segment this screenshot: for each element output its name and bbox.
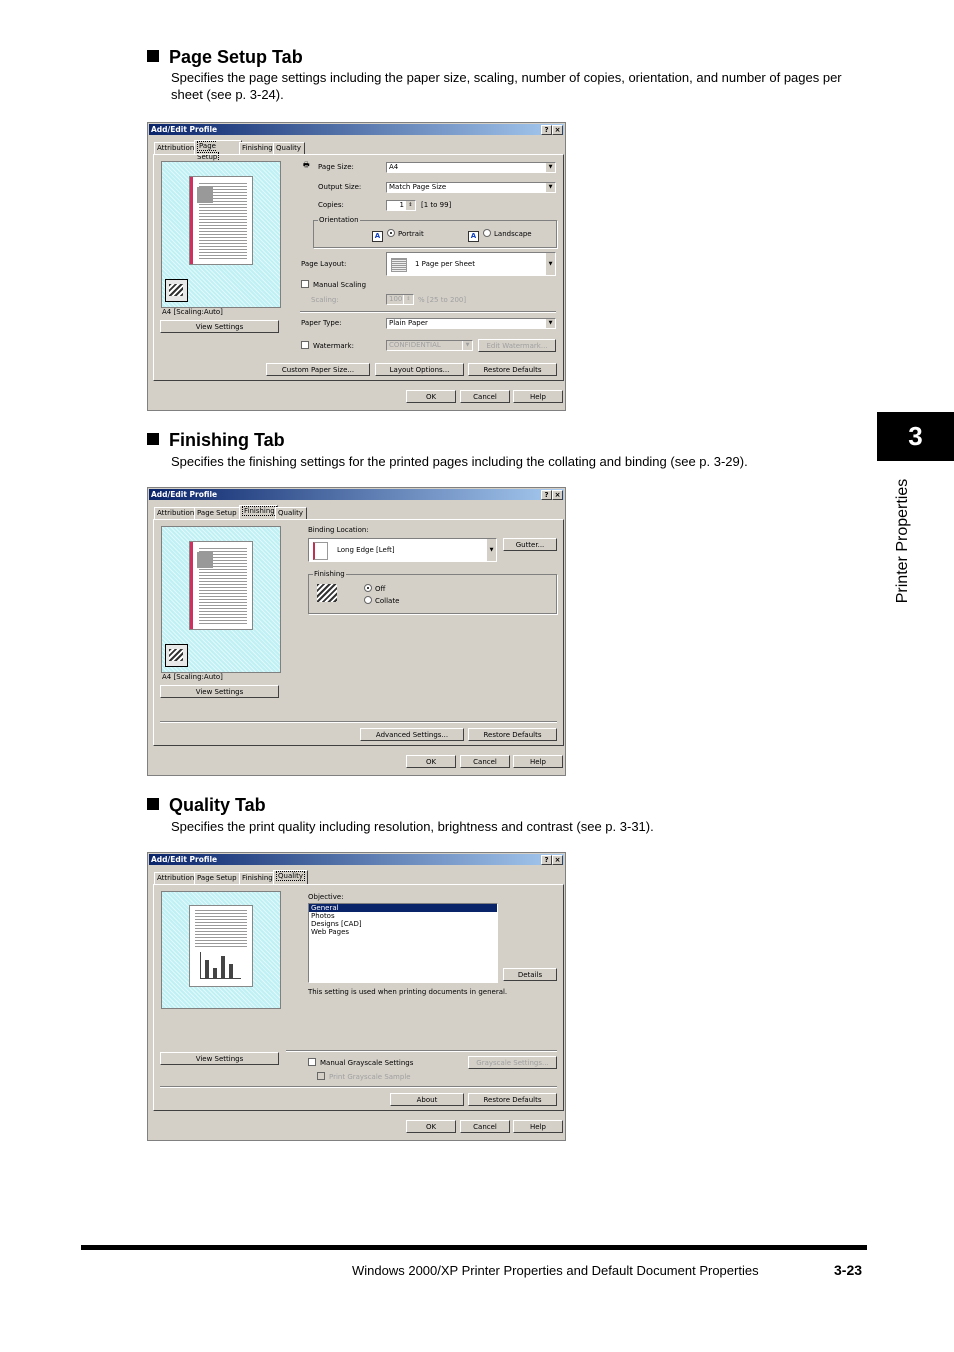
bullet-square-icon (147, 798, 159, 810)
chapter-title-vertical (868, 480, 938, 620)
page-layout-value: 1 Page per Sheet (415, 260, 475, 268)
chevron-down-icon: ▼ (545, 253, 555, 275)
separator (300, 311, 556, 313)
tab-panel (153, 519, 564, 746)
ok-button[interactable]: OK (406, 390, 456, 403)
finishing-label: Finishing (314, 570, 345, 578)
dialog-titlebar (149, 854, 564, 865)
help-button[interactable]: Help (513, 390, 563, 403)
chevron-down-icon: ▼ (545, 163, 555, 172)
section-heading-page-setup (147, 47, 303, 68)
separator (160, 1086, 557, 1088)
print-grayscale-sample-checkbox[interactable] (317, 1072, 325, 1080)
about-button[interactable]: About (390, 1093, 464, 1106)
chevron-down-icon: ▼ (486, 539, 496, 561)
bullet-square-icon (147, 433, 159, 445)
page-size-value: A4 (389, 163, 399, 171)
tab-attribution[interactable]: Attribution (154, 142, 197, 154)
tab-attribution[interactable]: Attribution (154, 872, 197, 884)
manual-scaling-option[interactable] (301, 280, 366, 289)
dialog-titlebar (149, 124, 564, 135)
orientation-group (313, 216, 557, 248)
manual-scaling-checkbox[interactable] (301, 280, 309, 288)
tab-quality[interactable]: Quality (273, 142, 305, 154)
restore-defaults-button[interactable]: Restore Defaults (468, 1093, 557, 1106)
layout-options-button[interactable]: Layout Options... (375, 363, 464, 376)
tab-finishing[interactable]: Finishing (239, 872, 276, 884)
binding-location-value: Long Edge [Left] (337, 546, 395, 554)
off-radio[interactable] (364, 584, 372, 592)
copies-label: Copies: (318, 201, 344, 209)
landscape-option[interactable] (468, 229, 532, 242)
page-layout-label: Page Layout: (301, 260, 347, 268)
dialog-title: Add/Edit Profile (151, 855, 218, 864)
section-heading-finishing (147, 430, 285, 451)
objective-option-web[interactable]: Web Pages (311, 928, 350, 936)
chapter-number-tab: 3 (877, 412, 954, 461)
add-edit-profile-dialog-page-setup (147, 122, 566, 411)
tab-attribution[interactable]: Attribution (154, 507, 197, 519)
paper-type-value: Plain Paper (389, 319, 428, 327)
preview-caption: A4 [Scaling:Auto] (162, 308, 223, 316)
ok-button[interactable]: OK (406, 1120, 456, 1133)
objective-listbox[interactable] (308, 903, 498, 983)
dialog-title: Add/Edit Profile (151, 125, 218, 134)
restore-defaults-button[interactable]: Restore Defaults (468, 728, 557, 741)
objective-option-general[interactable]: General (309, 904, 497, 912)
heading-text: Finishing Tab (169, 430, 285, 450)
landscape-label: Landscape (494, 230, 532, 238)
footer-text: Windows 2000/XP Printer Properties and Default Document Properties (352, 1263, 759, 1278)
output-size-value: Match Page Size (389, 183, 447, 191)
close-title-button[interactable]: × (552, 125, 563, 135)
collate-option[interactable] (364, 596, 399, 605)
page-size-select[interactable] (386, 162, 556, 173)
view-settings-button[interactable]: View Settings (160, 320, 279, 333)
copies-range: [1 to 99] (421, 201, 452, 209)
print-grayscale-sample-label: Print Grayscale Sample (329, 1073, 411, 1081)
scaling-range: % [25 to 200] (418, 296, 467, 304)
binding-icon (313, 542, 328, 560)
portrait-radio[interactable] (387, 229, 395, 237)
tab-page-setup[interactable]: Page Setup (194, 872, 242, 884)
separator (160, 721, 557, 723)
watermark-select[interactable] (386, 340, 473, 351)
tab-label: Page Setup (197, 142, 218, 161)
portrait-icon: A (372, 231, 383, 242)
manual-scaling-label: Manual Scaling (313, 281, 367, 289)
manual-grayscale-checkbox[interactable] (308, 1058, 316, 1066)
finishing-preview-icon (165, 279, 188, 302)
preview-caption: A4 [Scaling:Auto] (162, 673, 223, 681)
quality-preview (161, 891, 281, 1009)
chapter-title-text: Printer Properties (894, 478, 911, 604)
paper-type-label: Paper Type: (301, 319, 342, 327)
portrait-option[interactable] (372, 229, 424, 242)
layout-icon (391, 258, 407, 272)
section-description: Specifies the finishing settings for the printed pages including the collating and binding (see p. 3-29). (171, 454, 748, 469)
custom-paper-size-button[interactable]: Custom Paper Size... (266, 363, 370, 376)
tab-finishing[interactable] (239, 505, 278, 519)
output-size-label: Output Size: (318, 183, 362, 191)
add-edit-profile-dialog-quality (147, 852, 566, 1141)
page-number: 3-23 (834, 1262, 863, 1278)
details-button[interactable]: Details (503, 968, 557, 981)
objective-label: Objective: (308, 893, 344, 901)
heading-text: Quality Tab (169, 795, 266, 815)
tab-page-setup[interactable] (194, 140, 242, 161)
cancel-button[interactable]: Cancel (460, 1120, 510, 1133)
finishing-group (308, 570, 557, 614)
preview-page (189, 541, 253, 630)
grayscale-settings-button[interactable]: Grayscale Settings... (468, 1056, 557, 1069)
help-title-button[interactable]: ? (541, 490, 552, 500)
binding-location-label: Binding Location: (308, 526, 369, 534)
manual-grayscale-label: Manual Grayscale Settings (320, 1059, 414, 1067)
landscape-radio[interactable] (483, 229, 491, 237)
tab-panel (153, 154, 564, 381)
tab-panel (153, 884, 564, 1111)
portrait-label: Portrait (398, 230, 424, 238)
spinner-icon: ⇕ (405, 201, 415, 210)
cancel-button[interactable]: Cancel (460, 390, 510, 403)
edit-watermark-button[interactable]: Edit Watermark... (478, 339, 556, 352)
section-heading-quality (147, 795, 266, 816)
off-label: Off (375, 585, 386, 593)
chevron-down-icon: ▼ (462, 341, 472, 350)
page-size-label: Page Size: (318, 163, 354, 171)
preview-image-icon (197, 552, 213, 568)
print-grayscale-sample-option[interactable] (317, 1072, 411, 1081)
objective-option-cad[interactable]: Designs [CAD] (311, 920, 362, 928)
finishing-preview-icon (165, 644, 188, 667)
add-edit-profile-dialog-finishing (147, 487, 566, 776)
page-layout-select[interactable] (386, 252, 556, 276)
tab-quality[interactable] (273, 870, 308, 884)
chevron-down-icon: ▼ (545, 319, 555, 328)
scaling-stepper[interactable] (386, 294, 414, 305)
objective-note: This setting is used when printing documents in general. (308, 988, 508, 996)
watermark-label: Watermark: (313, 342, 354, 350)
manual-grayscale-option[interactable] (308, 1058, 413, 1067)
page-preview (161, 161, 281, 308)
preview-page (189, 905, 253, 987)
copies-value: 1 (399, 201, 404, 209)
section-description: Specifies the page settings including the paper size, scaling, number of copies, orientation, and number of pages per sheet (see p. 3-24). (171, 70, 842, 102)
binding-location-select[interactable] (308, 538, 497, 562)
scaling-label: Scaling: (311, 296, 339, 304)
view-settings-button[interactable]: View Settings (160, 685, 279, 698)
tab-label: Finishing (244, 507, 275, 515)
landscape-icon: A (468, 231, 479, 242)
tab-finishing[interactable]: Finishing (239, 142, 276, 154)
watermark-option[interactable] (301, 341, 354, 350)
paper-type-select[interactable] (386, 318, 556, 329)
ok-button[interactable]: OK (406, 755, 456, 768)
dialog-title: Add/Edit Profile (151, 490, 218, 499)
help-title-button[interactable]: ? (541, 855, 552, 865)
help-button[interactable]: Help (513, 755, 563, 768)
tab-page-setup[interactable]: Page Setup (194, 507, 242, 519)
watermark-checkbox[interactable] (301, 341, 309, 349)
view-settings-button[interactable]: View Settings (160, 1052, 279, 1065)
page-preview (161, 526, 281, 673)
cancel-button[interactable]: Cancel (460, 755, 510, 768)
spinner-icon: ⇕ (403, 295, 413, 304)
collate-icon (317, 584, 337, 602)
close-title-button[interactable]: × (552, 490, 563, 500)
orientation-label: Orientation (319, 216, 359, 224)
help-title-button[interactable]: ? (541, 125, 552, 135)
bullet-square-icon (147, 50, 159, 62)
gutter-button[interactable]: Gutter... (503, 538, 557, 551)
tab-label: Quality (278, 872, 304, 880)
heading-text: Page Setup Tab (169, 47, 303, 67)
copies-stepper[interactable] (386, 200, 416, 211)
collate-label: Collate (375, 597, 400, 605)
preview-chart-icon (200, 952, 241, 979)
page-size-icon: 🖶 (303, 161, 310, 169)
preview-page (189, 176, 253, 265)
restore-defaults-button[interactable]: Restore Defaults (468, 363, 557, 376)
tab-quality[interactable]: Quality (275, 507, 307, 519)
scaling-value: 100 (389, 295, 403, 303)
off-option[interactable] (364, 584, 385, 593)
dialog-titlebar (149, 489, 564, 500)
watermark-value: CONFIDENTIAL (389, 341, 441, 349)
separator (286, 1050, 557, 1052)
chevron-down-icon: ▼ (545, 183, 555, 192)
close-title-button[interactable]: × (552, 855, 563, 865)
advanced-settings-button[interactable]: Advanced Settings... (360, 728, 464, 741)
help-button[interactable]: Help (513, 1120, 563, 1133)
preview-image-icon (197, 187, 213, 203)
footer-rule (81, 1245, 867, 1250)
section-description: Specifies the print quality including resolution, brightness and contrast (see p. 3-31). (171, 819, 654, 834)
output-size-select[interactable] (386, 182, 556, 193)
objective-option-photos[interactable]: Photos (311, 912, 335, 920)
collate-radio[interactable] (364, 596, 372, 604)
